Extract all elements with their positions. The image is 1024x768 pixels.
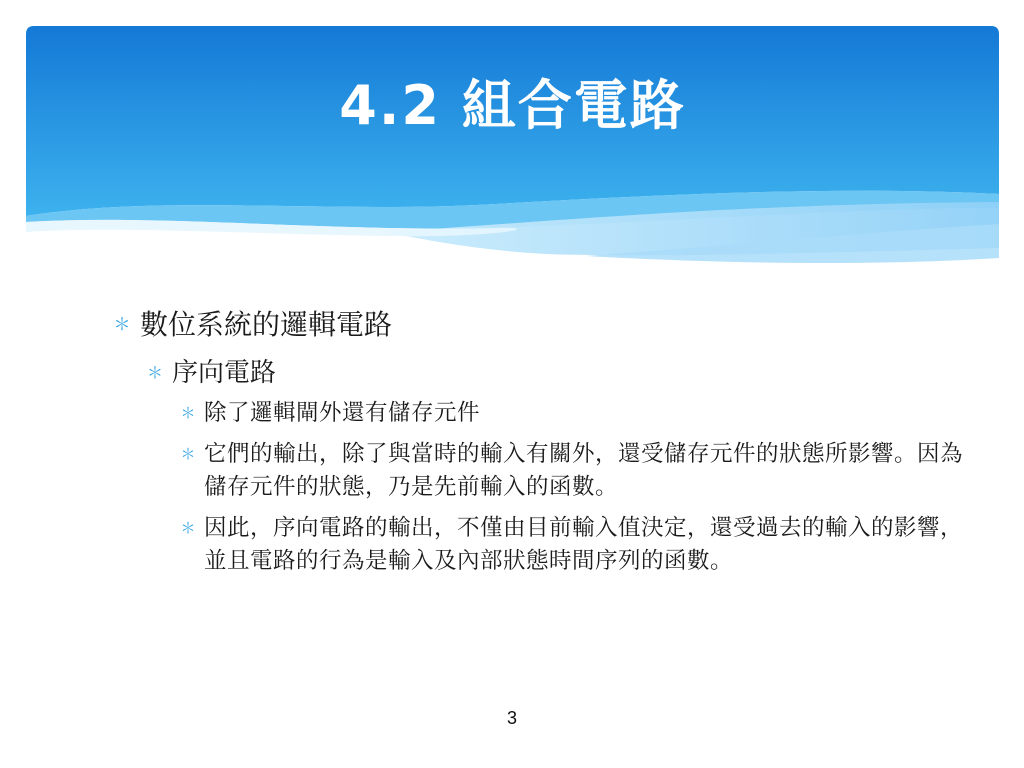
bullet-level1-item <box>104 303 964 347</box>
wave-background-graphic <box>26 26 999 276</box>
header-banner <box>26 26 999 276</box>
bullet-text: 因此，序向電路的輸出，不僅由目前輸入值決定，還受過去的輸入的影響，並且電路的行為是輸入及內部狀態時間序列的函數。 <box>204 515 964 574</box>
bullet-text: 數位系統的邏輯電路 <box>140 308 393 341</box>
slide-title: 4.2 組合電路 <box>339 74 686 137</box>
bullet-text: 除了邏輯閘外還有儲存元件 <box>204 400 481 426</box>
bullet-level3-item <box>172 438 964 504</box>
page-number: 3 <box>506 708 517 728</box>
asterisk-bullet-icon: ＊ <box>180 404 196 422</box>
asterisk-bullet-icon: ＊ <box>146 363 163 382</box>
bullet-text: 它們的輸出，除了與當時的輸入有關外，還受儲存元件的狀態所影響。因為儲存元件的狀態，乃是先前輸入的函數。 <box>204 441 964 500</box>
bullet-level3-item <box>172 512 964 578</box>
bullet-level3-item <box>172 397 964 430</box>
bullet-content <box>104 303 964 586</box>
bullet-text: 序向電路 <box>172 358 277 388</box>
asterisk-bullet-icon: ＊ <box>180 445 196 463</box>
asterisk-bullet-icon: ＊ <box>180 519 196 537</box>
asterisk-bullet-icon: ＊ <box>113 315 131 335</box>
bullet-level2-item <box>138 353 964 393</box>
